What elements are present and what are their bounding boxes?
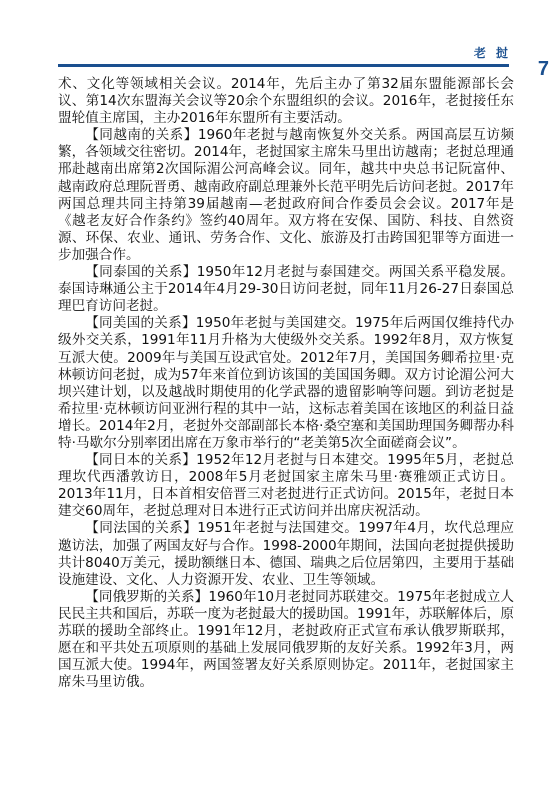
page-number: 7 (537, 58, 549, 80)
paragraph-russia (58, 589, 514, 692)
paragraph-vietnam (58, 127, 514, 264)
section-label: 【同日本的关系】 (85, 452, 197, 469)
paragraph-thailand (58, 264, 514, 315)
running-head-title: 老 挝 (473, 46, 511, 60)
paragraph-text: 1960年老挝与越南恢复外交关系。两国高层互访频繁，各领域交往密切。2014年，老挝国家主席朱马里出访越南；老挝总理通邢赴越南出席第2次国际湄公河高峰会议。同年，越共中央总书记阮富仲、越南政府总理阮晋勇、越南政府副总理兼外长范平明先后访问老挝。2017年两国总理共同主持第39届越南—老挝政府间合作委员会会议。2017年是《越老友好合作条约》签约40周年。双方将在安保、国防、科技、自然资源、环保、农业、通讯、劳务合作、文化、旅游及打击跨国犯罪等方面进一步加强合作。 (58, 127, 515, 263)
paragraph-text: 1951年老挝与法国建交。1997年4月，坎代总理应邀访法，加强了两国友好与合作。1998-2000年期间，法国向老挝提供援助共计8040万美元，援助额继日本、德国、瑞典之后位居第四，主要用于基础设施建设、文化、人力资源开发、农业、卫生等领域。 (58, 520, 514, 588)
paragraph-usa (58, 315, 514, 452)
section-label: 【同俄罗斯的关系】 (85, 588, 209, 605)
body-text (58, 76, 514, 691)
section-label: 【同美国的关系】 (85, 315, 196, 332)
paragraph-text: 1950年老挝与美国建交。1975年后两国仅维持代办级外交关系，1991年11月升格为大使级外交关系。1992年8月，双方恢复互派大使。2009年与美国互设武官处。2012年7月，美国国务卿希拉里·克林顿访问老挝，成为57年来首位到访该国的美国国务卿。双方讨论湄公河大坝兴建计划，以及越战时期使用的化学武器的遗留影响等问题。到访老挝是希拉里·克林顿访问亚洲行程的其中一站，这标志着美国在该地区的利益日益增长。2014年2月，老挝外交部副部长本格·桑空塞和美国助理国务卿帮办科特·马歇尔分别率团出席在万象市举行的“老美第5次全面磋商会议”。 (58, 315, 514, 451)
section-label: 【同法国的关系】 (85, 520, 198, 537)
paragraph-france (58, 520, 514, 588)
paragraph-continuation (58, 76, 514, 127)
paragraph-japan (58, 452, 514, 520)
header-rule (58, 64, 509, 67)
section-label: 【同越南的关系】 (85, 127, 198, 144)
page-header (0, 0, 559, 78)
section-label: 【同泰国的关系】 (85, 264, 197, 281)
paragraph-text: 1952年12月老挝与日本建交。1995年5月，老挝总理坎代西潘敦访日，2008年5月老挝国家主席朱马里·赛雅颂正式访日。2013年11月，日本首相安倍晋三对老挝进行正式访问。2015年，老挝日本建交60周年，老挝总理对日本进行正式访问并出席庆祝活动。 (58, 452, 514, 520)
paragraph-text: 术、文化等领域相关会议。2014年，先后主办了第32届东盟能源部长会议、第14次东盟海关会议等20余个东盟组织的会议。2016年，老挝接任东盟轮值主席国，主办2016年东盟所有主要活动。 (58, 76, 514, 127)
paragraph-text: 1960年10月老挝同苏联建交。1975年老挝成立人民民主共和国后，苏联一度为老挝最大的援助国。1991年，苏联解体后，原苏联的援助全部终止。1991年12月，老挝政府正式宣布承认俄罗斯联邦，愿在和平共处五项原则的基础上发展同俄罗斯的友好关系。1992年3月，两国互派大使。1994年，两国签署友好关系原则协定。2011年，老挝国家主席朱马里访俄。 (58, 588, 514, 691)
paragraph-text: 1950年12月老挝与泰国建交。两国关系平稳发展。泰国诗琳通公主于2014年4月29-30日访问老挝，同年11月26-27日泰国总理巴育访问老挝。 (58, 264, 514, 315)
